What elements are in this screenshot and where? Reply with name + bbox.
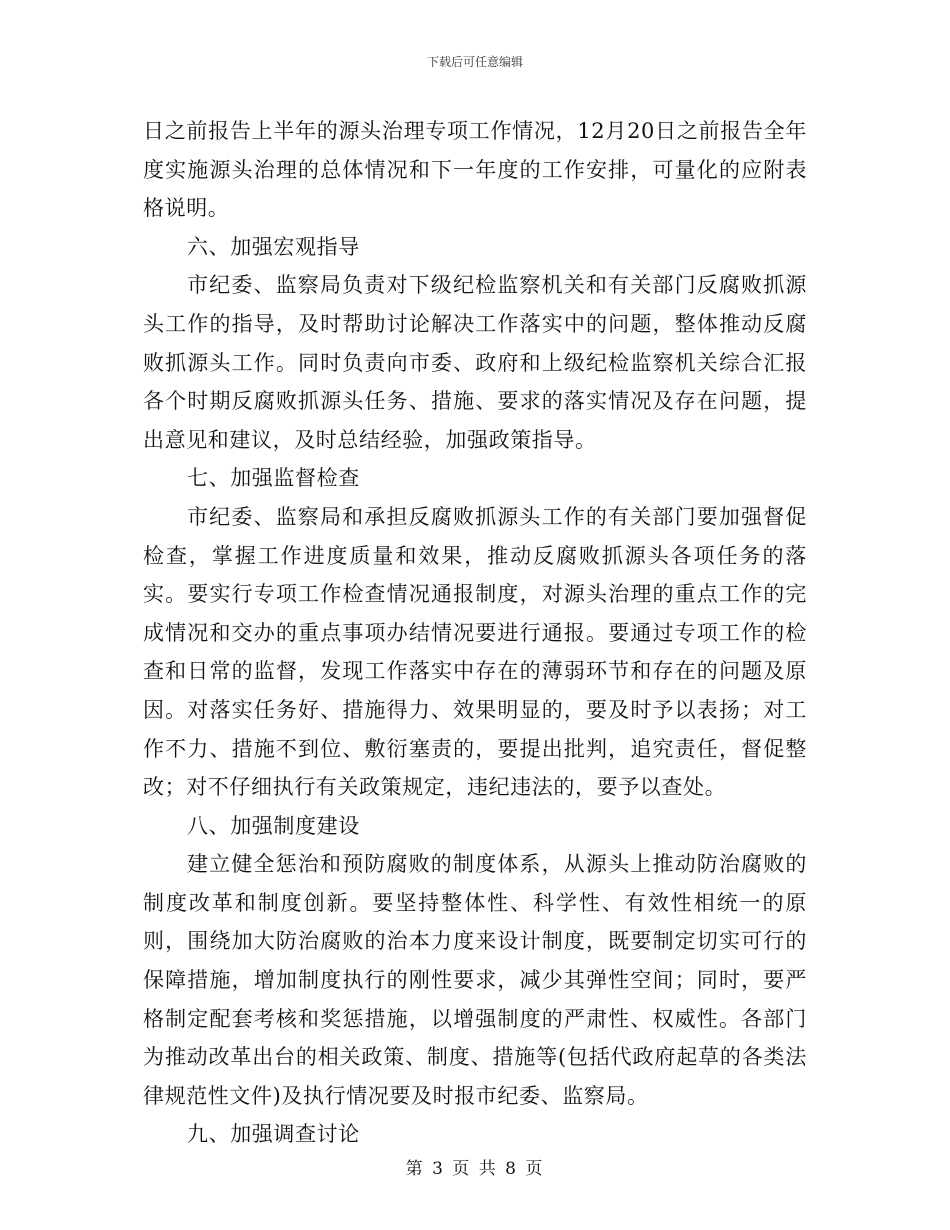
section-heading-6: 六、加强宏观指导 <box>187 234 360 259</box>
header-note: 下载后可任意编辑 <box>426 55 523 69</box>
paragraph-continuation: 日之前报告上半年的源头治理专项工作情况，12月20日之前报告全年度实施源头治理的总体情况和下一年度的工作安排，可量化的应附表格说明。 <box>143 119 807 221</box>
paragraph-section-7: 市纪委、监察局和承担反腐败抓源头工作的有关部门要加强督促检查，掌握工作进度质量和效果，推动反腐败抓源头各项任务的落实。要实行专项工作检查情况通报制度，对源头治理的重点工作的完成情况和交办的重点事项办结情况要进行通报。要通过专项工作的检查和日常的监督，发现工作落实中存在的薄弱环节和存在的问题及原因。对落实任务好、措施得力、效果明显的，要及时予以表扬；对工作不力、措施不到位、敷衍塞责的，要提出批判，追究责任，督促整改；对不仔细执行有关政策规定，违纪违法的，要予以查处。 <box>143 504 807 800</box>
document-body <box>143 112 807 1154</box>
paragraph-section-6: 市纪委、监察局负责对下级纪检监察机关和有关部门反腐败抓源头工作的指导，及时帮助讨论解决工作落实中的问题，整体推动反腐败抓源头工作。同时负责向市委、政府和上级纪检监察机关综合汇报各个时期反腐败抓源头任务、措施、要求的落实情况及存在问题，提出意见和建议，及时总结经验，加强政策指导。 <box>143 273 807 452</box>
page-number-footer: 第 3 页 共 8 页 <box>405 1159 545 1179</box>
section-heading-7: 七、加强监督检查 <box>187 466 360 491</box>
section-heading-9: 九、加强调查讨论 <box>187 1122 360 1147</box>
paragraph-section-8: 建立健全惩治和预防腐败的制度体系，从源头上推动防治腐败的制度改革和制度创新。要坚持整体性、科学性、有效性相统一的原则，围绕加大防治腐败的治本力度来设计制度，既要制定切实可行的保障措施，增加制度执行的刚性要求，减少其弹性空间；同时，要严格制定配套考核和奖惩措施，以增强制度的严肃性、权威性。各部门为推动改革出台的相关政策、制度、措施等(包括代政府起草的各类法律规范性文件)及执行情况要及时报市纪委、监察局。 <box>143 852 807 1108</box>
section-heading-8: 八、加强制度建设 <box>187 813 360 838</box>
